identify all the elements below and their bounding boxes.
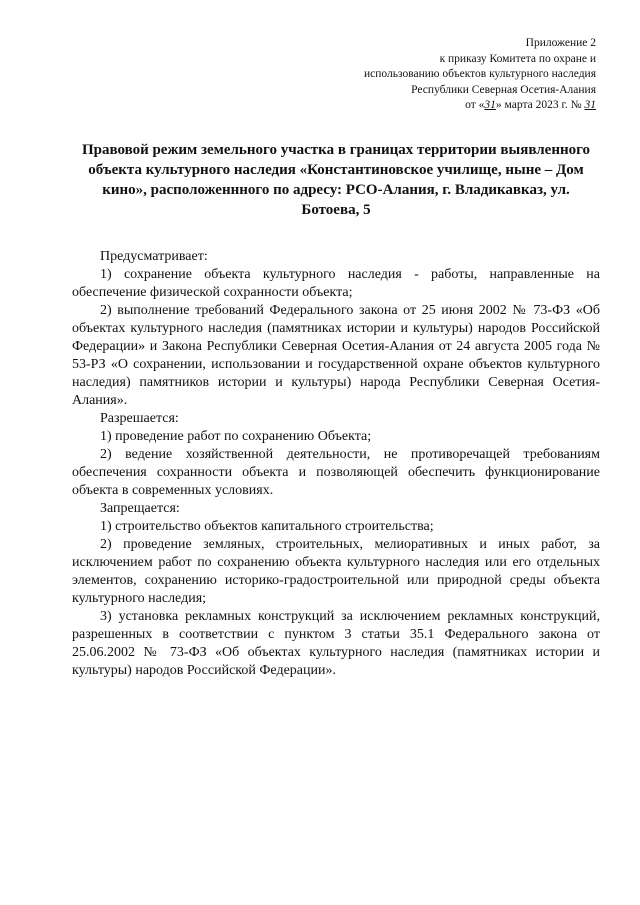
forbidden-item-2: 2) проведение земляных, строительных, мелиоративных и иных работ, за исключением работ по сохранению объекта культурного наследия или его отдельных элементов, сохранению историко-градостроительной или природной среды объекта культурного наследия; — [72, 537, 600, 606]
document-body — [72, 248, 600, 680]
annex-date-mid: » марта 2023 г. № — [495, 99, 582, 111]
annex-order-number: 31 — [584, 99, 596, 111]
allowed-heading: Разрешается: — [100, 411, 179, 426]
annex-title: Приложение 2 — [525, 37, 596, 49]
annex-order-line: к приказу Комитета по охране и — [439, 52, 596, 65]
allowed-item-2: 2) ведение хозяйственной деятельности, не противоречащей требованиям обеспечения сохранности объекта и позволяющей обеспечить функционирование объекта в современных условиях. — [72, 447, 600, 498]
provides-item-2: 2) выполнение требований Федерального закона от 25 июня 2002 № 73-ФЗ «Об объектах культурного наследия (памятниках истории и культуры) народов Российской Федерации» и Закона Республики Северная Осетия-Алания от 24 августа 2005 года № 53-РЗ «О сохранении, использовании и государственной охране объектов культурного наследия) памятников истории и культуры) народа Республики Северная Осетия-Алания». — [72, 303, 600, 408]
forbidden-item-1: 1) строительство объектов капитального строительства; — [100, 519, 434, 534]
provides-item-1: 1) сохранение объекта культурного наследия - работы, направленные на обеспечение физической сохранности объекта; — [72, 267, 600, 300]
document-title: Правовой режим земельного участка в границах территории выявленного объекта культурного наследия «Константиновское училище, ныне – Дом кино», расположеннного по адресу: РСО-Алания, г. Владикавказ, ул. Ботоева, 5 — [81, 142, 591, 218]
annex-republic-line: Республики Северная Осетия-Алания — [411, 83, 596, 96]
annex-date-day: 31 — [484, 99, 496, 111]
annex-date-prefix: от « — [465, 99, 485, 111]
annex-header — [296, 36, 596, 114]
allowed-item-1: 1) проведение работ по сохранению Объекта; — [100, 429, 372, 444]
forbidden-heading: Запрещается: — [100, 501, 180, 516]
annex-date-line — [296, 98, 596, 114]
forbidden-item-3: 3) установка рекламных конструкций за исключением рекламных конструкций, разрешенных в соответствии с пунктом 3 статьи 35.1 Федерального закона от 25.06.2002 № 73-ФЗ «Об объектах культурного наследия (памятниках истории и культуры) народов Российской Федерации». — [72, 609, 600, 678]
annex-committee-line: использованию объектов культурного наследия — [363, 68, 596, 80]
provides-heading: Предусматривает: — [100, 249, 208, 264]
